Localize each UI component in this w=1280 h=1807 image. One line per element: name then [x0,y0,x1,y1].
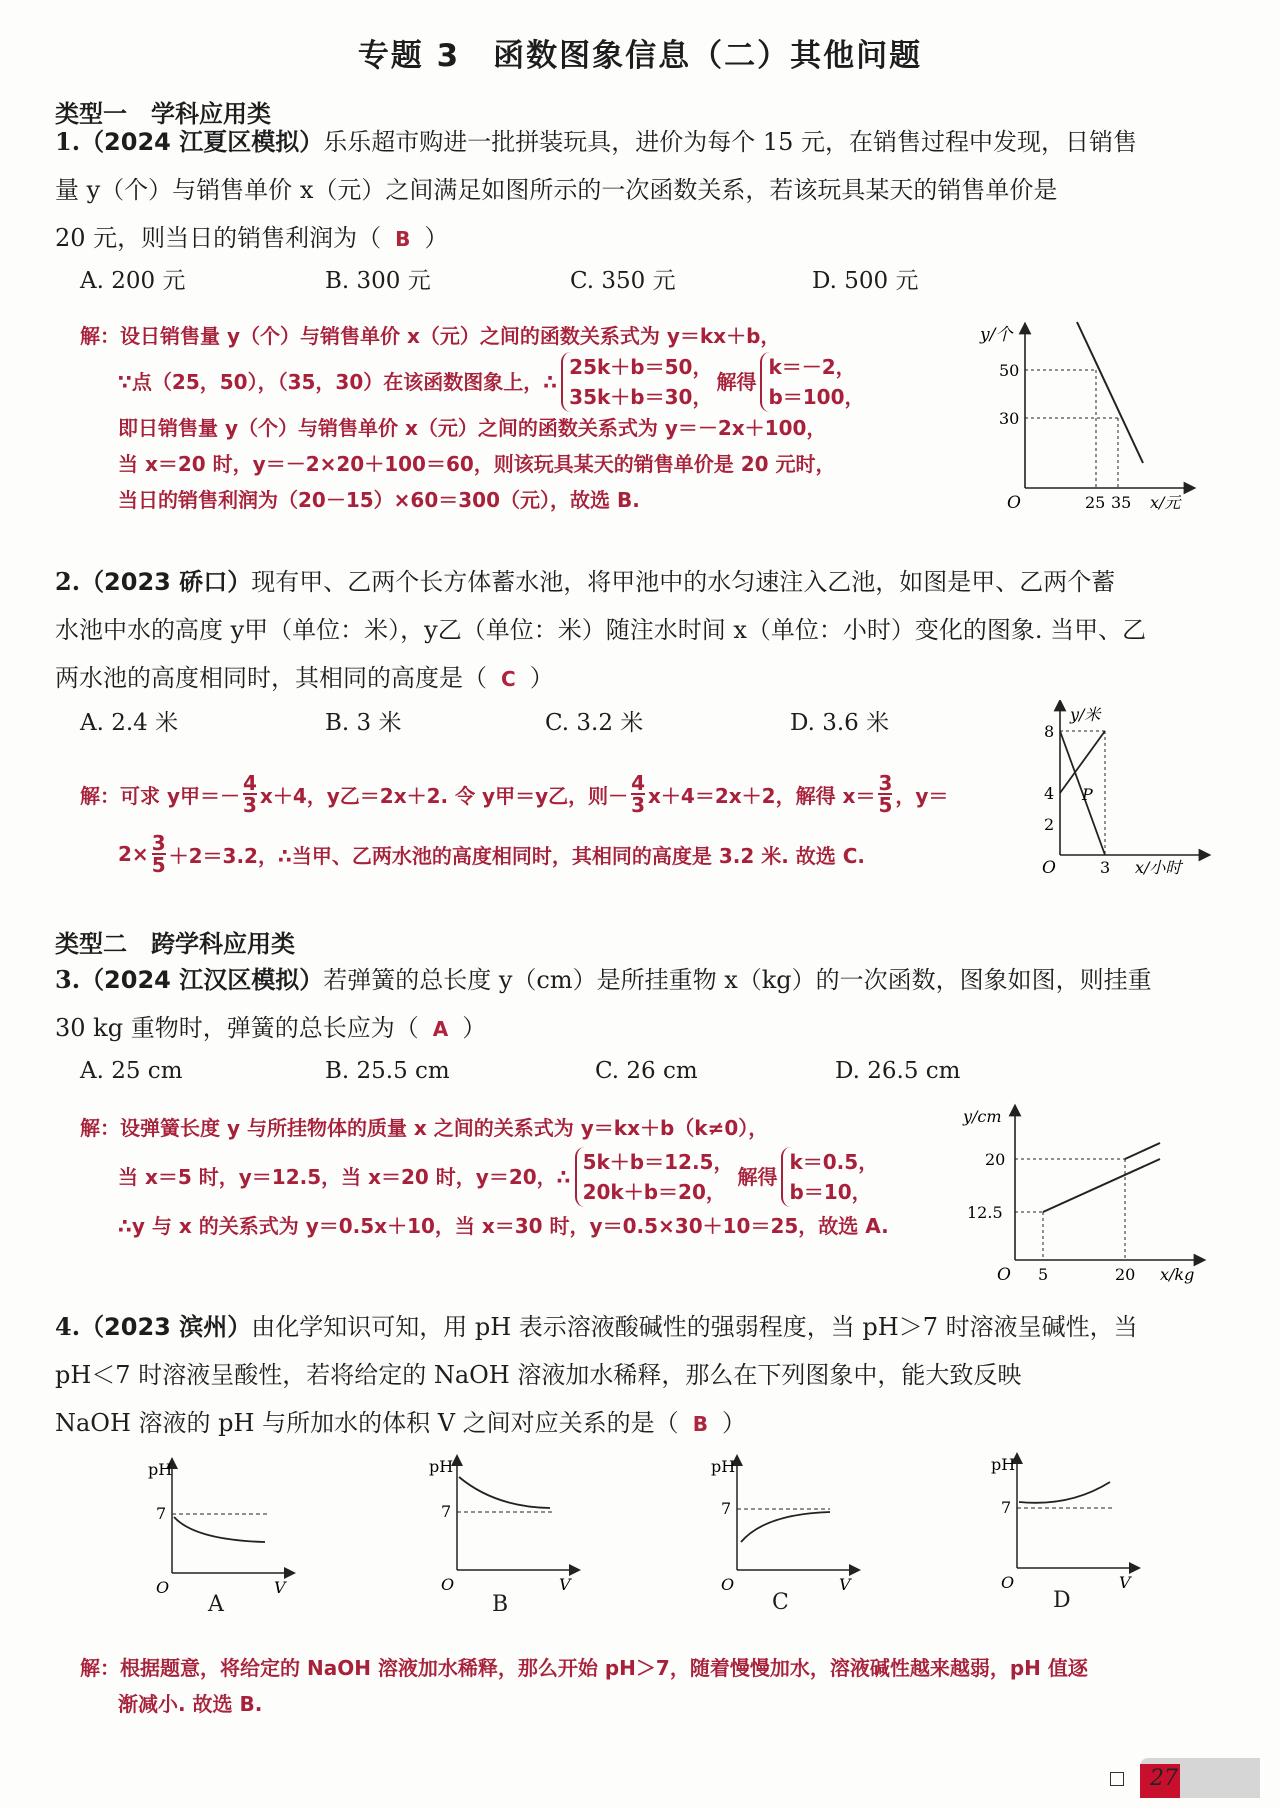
solution-line: 解得 [737,1165,778,1189]
option-d: D [1053,1588,1071,1613]
bracket: ） [721,1409,746,1437]
line-yi [1060,731,1105,793]
tick-label: 35 [1111,493,1132,512]
solution-line: 当 x＝5 时，y＝12.5，当 x＝20 时，y＝20，∴ [118,1165,571,1189]
option-c: C [772,1590,789,1615]
ph-curve [1019,1482,1110,1503]
fraction: $\frac{3}{5}$ [151,831,166,877]
question-2 [55,558,1205,703]
option-b: B. 25.5 cm [325,1058,450,1084]
question-source: （2024 江夏区模拟） [80,128,324,156]
y-axis-label: y/米 [1070,705,1101,724]
equation-system: 25k＋b＝50， 35k＋b＝30， [561,352,712,412]
y-axis-label: y/个 [980,325,1013,345]
function-line [1077,322,1143,463]
origin-label: O [1007,493,1021,513]
section-heading-type2: 类型二 跨学科应用类 [55,930,295,958]
solution-line: 即日销售量 y（个）与销售单价 x（元）之间的函数关系式为 y＝－2x＋100， [118,416,827,440]
question-text: NaOH 溶液的 pH 与所加水的体积 V 之间对应关系的是（ [55,1409,679,1437]
solution-line: ，y＝ [895,783,949,808]
question-4 [55,1303,1205,1448]
solution-line: 解：设日销售量 y（个）与销售单价 x（元）之间的函数关系式为 y＝kx＋b， [80,324,781,348]
bracket: ） [424,224,449,252]
question-1 [55,118,1205,263]
tick-label: 50 [999,361,1020,380]
tick-label: 7 [441,1502,452,1521]
equation-system: k＝0.5， b＝10， [781,1147,878,1207]
tick-label: 12.5 [967,1203,1003,1222]
origin-label: O [1001,1573,1015,1592]
ph-curve [459,1477,550,1508]
tick-label: 20 [1115,1265,1136,1284]
question-number: 2. [55,567,81,596]
option-d: D. 26.5 cm [835,1058,961,1084]
answer-mark: B [692,1412,708,1436]
question-text: 水池中水的高度 y甲（单位：米），y乙（单位：米）随注水时间 x（单位：小时）变化的图象. 当甲、乙 [55,616,1147,644]
tick-label: 25 [1085,493,1106,512]
page-number: 27 [1150,1766,1178,1791]
question-source: （2023 硚口） [80,568,252,596]
question-text: 量 y（个）与销售单价 x（元）之间满足如图所示的一次函数关系，若该玩具某天的销售单价是 [55,176,1058,204]
origin-label: O [1042,858,1056,878]
option-b: B. 300 元 [325,268,431,294]
x-axis-label: V [1119,1573,1131,1592]
y-axis-label: y/cm [963,1107,1002,1126]
option-a: A. 200 元 [80,268,186,294]
tick-label: 20 [985,1150,1006,1169]
solution-line: ∴y 与 x 的关系式为 y＝0.5x＋10，当 x＝30 时，y＝0.5×30＋10＝25，故选 A. [118,1214,889,1238]
fraction: 4 3 [243,771,257,817]
solution-line: x＋4，y乙＝2x＋2. 令 y甲＝y乙，则－ [259,783,629,808]
answer-mark: A [432,1017,449,1041]
question-source: （2023 滨州） [80,1313,252,1341]
graph-q3 [955,1100,1215,1290]
fraction: 3 5 [878,771,893,817]
page-title: 专题 3 函数图象信息（二）其他问题 [357,38,923,74]
question-text: 30 kg 重物时，弹簧的总长应为（ [55,1014,419,1042]
tick-label: 7 [156,1504,167,1523]
tick-label: 5 [1038,1265,1049,1284]
y-axis-label: pH [429,1457,454,1476]
solution-line: 当日的销售利润为（20－15）×60＝300（元），故选 B. [118,488,640,512]
solution-line: 解：根据题意，将给定的 NaOH 溶液加水稀释，那么开始 pH＞7，随着慢慢加水，溶液碱性越来越弱，pH 值逐 [80,1656,1088,1680]
graph-q4-c [705,1452,865,1602]
tick-label: 30 [999,409,1020,428]
solution-line: x＋4＝2x＋2，解得 x＝ [648,783,876,808]
question-text: 20 元，则当日的销售利润为（ [55,224,382,252]
ph-curve [741,1512,830,1542]
solution-4 [80,1650,1088,1722]
solution-line: ∵点（25，50），（35，30）在该函数图象上，∴ [118,370,558,394]
option-b: B [492,1592,509,1617]
option-a: A. 25 cm [80,1058,183,1084]
graph-q2 [1030,700,1220,890]
tick-label: 2 [1044,815,1055,834]
tick-label: 4 [1044,784,1055,803]
origin-label: O [721,1575,735,1594]
tick-label: 7 [721,1499,732,1518]
option-d: D. 3.6 米 [790,710,890,736]
solution-line: 解得 [716,370,757,394]
question-source: （2024 江汉区模拟） [80,966,324,994]
question-number: 1. [55,127,81,156]
solution-line: 2× [118,842,149,866]
option-c: C. 3.2 米 [545,710,644,736]
tick-label: 7 [1001,1498,1012,1517]
option-a: A [208,1592,224,1617]
fraction: 4 3 [631,771,646,817]
solution-2 [80,764,948,884]
option-a: A. 2.4 米 [80,710,179,736]
x-axis-label: V [559,1575,571,1594]
y-axis-label: pH [991,1455,1016,1474]
equation-system: k＝－2， b＝100， [760,352,864,412]
solution-line: 渐减小. 故选 B. [118,1692,263,1716]
y-axis-label: pH [711,1457,736,1476]
answer-mark: B [395,227,411,251]
y-axis-label: pH [148,1460,173,1479]
graph-q4-a [140,1455,300,1605]
question-3 [55,956,1205,1053]
ph-curve [174,1517,265,1542]
solution-line: ＋2＝3.2，∴当甲、乙两水池的高度相同时，其相同的高度是 3.2 米. 故选 C. [168,843,866,868]
option-c: C. 350 元 [570,268,676,294]
answer-mark: C [501,667,516,691]
question-text: 由化学知识可知，用 pH 表示溶液酸碱性的强弱程度，当 pH＞7 时溶液呈碱性，当 [251,1313,1138,1341]
question-text: 乐乐超市购进一批拼装玩具，进价为每个 15 元，在销售过程中发现，日销售 [323,128,1138,156]
checkbox-mark [1110,1772,1124,1786]
bracket: ） [462,1014,487,1042]
graph-q4-b [425,1452,585,1602]
option-d: D. 500 元 [812,268,919,294]
solution-3 [80,1110,889,1244]
origin-label: O [441,1575,455,1594]
solution-line: 解：设弹簧长度 y 与所挂物体的质量 x 之间的关系式为 y＝kx＋b（k≠0）， [80,1116,769,1140]
equation-system: 5k＋b＝12.5， 20k＋b＝20， [575,1147,734,1207]
bracket: ） [529,664,554,692]
question-number: 3. [55,965,81,994]
x-axis-label: x/元 [1150,493,1181,512]
question-text: 若弹簧的总长度 y（cm）是所挂重物 x（kg）的一次函数，图象如图，则挂重 [323,966,1152,994]
tick-label: 3 [1100,858,1111,877]
question-text: 现有甲、乙两个长方体蓄水池，将甲池中的水匀速注入乙池，如图是甲、乙两个蓄 [251,568,1116,596]
origin-label: O [997,1265,1011,1285]
function-line-ext [1125,1143,1160,1159]
option-c: C. 26 cm [595,1058,698,1084]
solution-line: 解：可求 y甲＝－ [80,783,240,808]
question-text: 两水池的高度相同时，其相同的高度是（ [55,664,487,692]
solution-1 [80,318,869,518]
origin-label: O [156,1578,170,1597]
intersection-label: P [1082,785,1093,804]
solution-line: 当 x＝20 时，y＝－2×20＋100＝60，则该玩具某天的销售单价是 20 元时， [118,452,836,476]
x-axis-label: x/kg [1160,1265,1195,1284]
question-text: pH＜7 时溶液呈酸性，若将给定的 NaOH 溶液加水稀释，那么在下列图象中，能大致反映 [55,1361,1022,1389]
x-axis-label: V [274,1578,286,1597]
option-b: B. 3 米 [325,710,402,736]
question-number: 4. [55,1312,81,1341]
x-axis-label: V [839,1575,851,1594]
section-heading-type1: 类型一 学科应用类 [55,100,271,128]
function-line [1043,1159,1160,1212]
graph-q1 [975,318,1205,518]
graph-q4-d [985,1450,1145,1600]
x-axis-label: x/小时 [1135,858,1182,877]
tick-label: 8 [1044,722,1055,741]
